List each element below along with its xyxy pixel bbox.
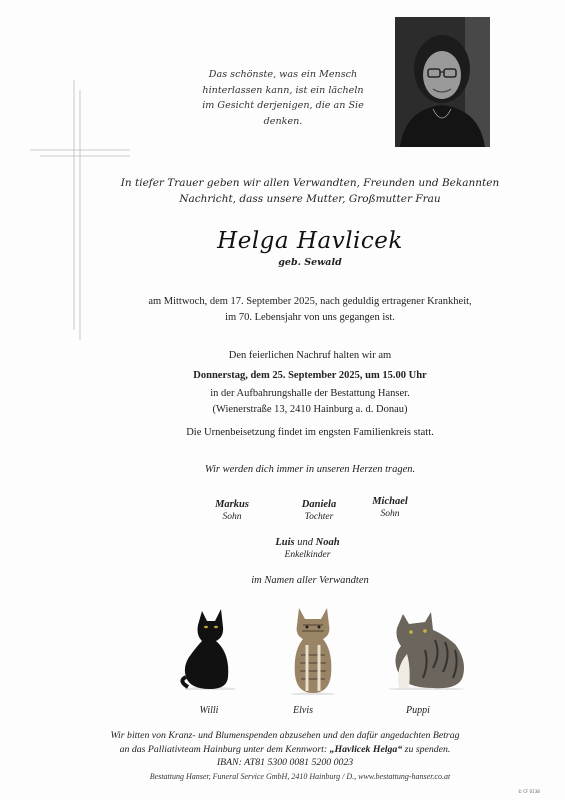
birth-name: geb. Sewald [278, 257, 342, 268]
grandchildren-conjunction: und [294, 537, 316, 548]
print-code: © CF 0138 [518, 789, 540, 794]
quote-line-3: im Gesicht derjenigen, die an Sie denken. [202, 100, 364, 127]
quote-line-1: Das schönste, was ein Mensch [208, 69, 358, 80]
mourner-relation: Sohn [380, 509, 400, 519]
funeral-line-1: Den feierlichen Nachruf halten wir am [228, 350, 392, 361]
mourner-relation: Tochter [304, 512, 334, 522]
donation-request [60, 729, 510, 770]
grandchild-name-1: Luis [275, 537, 295, 548]
grandchildren [250, 537, 365, 560]
black-cat-icon [180, 605, 240, 690]
cat-name-elvis: Elvis [293, 705, 313, 716]
funeral-location: in der Aufbahrungshalle der Bestattung Hanser. [210, 388, 410, 399]
donation-iban: IBAN: AT81 5300 0081 5200 0023 [216, 757, 354, 768]
donation-text-end: zu spenden. [402, 743, 451, 755]
tabby-cat-icon [287, 605, 339, 695]
portrait-photo [395, 17, 490, 147]
funeral-date: Donnerstag, dem 25. September 2025, um 15.00 Uhr [193, 370, 427, 381]
mourner-name: Daniela [301, 499, 337, 510]
death-notice [100, 294, 520, 326]
mourner-relation: Sohn [222, 512, 242, 522]
death-notice-line-1: am Mittwoch, dem 17. September 2025, nach geduldig ertragener Krankheit, [148, 296, 472, 307]
donation-line-1: Wir bitten von Kranz- und Blumenspenden abzusehen und den dafür angedachten Betrag [110, 730, 460, 741]
memory-line: Wir werden dich immer in unseren Herzen tragen. [204, 464, 416, 475]
announcement-text [100, 175, 520, 207]
intro-line-2: Nachricht, dass unsere Mutter, Großmutter Frau [179, 193, 441, 205]
quote-line-2: hinterlassen kann, ist ein lächeln [202, 84, 364, 96]
memorial-quote [188, 67, 378, 129]
donation-line-2 [60, 743, 510, 757]
relatives-line: im Namen aller Verwandten [251, 575, 369, 586]
tabby-cat-icon [385, 610, 467, 690]
urn-note: Die Urnenbeisetzung findet im engsten Familienkreis statt. [186, 427, 434, 438]
mourner-name: Michael [372, 496, 408, 507]
cat-name-puppi: Puppi [406, 705, 430, 716]
grandchild-name-2: Noah [315, 537, 340, 548]
cat-name-willi: Willi [199, 705, 219, 716]
mourner-name: Markus [215, 499, 249, 510]
funeral-home-footer: Bestattung Hanser, Funeral Service GmbH, 2410 Hainburg / D., www.bestattung-hanser.co.at [149, 772, 451, 781]
grandchildren-relation: Enkelkinder [284, 550, 331, 560]
intro-line-1: In tiefer Trauer geben wir allen Verwandten, Freunden und Bekannten [120, 177, 500, 189]
deceased-name: Helga Havlicek [217, 228, 403, 254]
mourner-markus [187, 499, 277, 522]
donation-text: an das Palliativteam Hainburg unter dem Kennwort: [119, 743, 330, 755]
death-notice-line-2: im 70. Lebensjahr von uns gegangen ist. [225, 312, 395, 323]
donation-keyword: „Havlicek Helga“ [329, 743, 403, 755]
funeral-details [120, 348, 500, 418]
funeral-address: (Wienerstraße 13, 2410 Hainburg a. d. Donau) [212, 404, 408, 415]
mourner-michael [345, 496, 435, 519]
